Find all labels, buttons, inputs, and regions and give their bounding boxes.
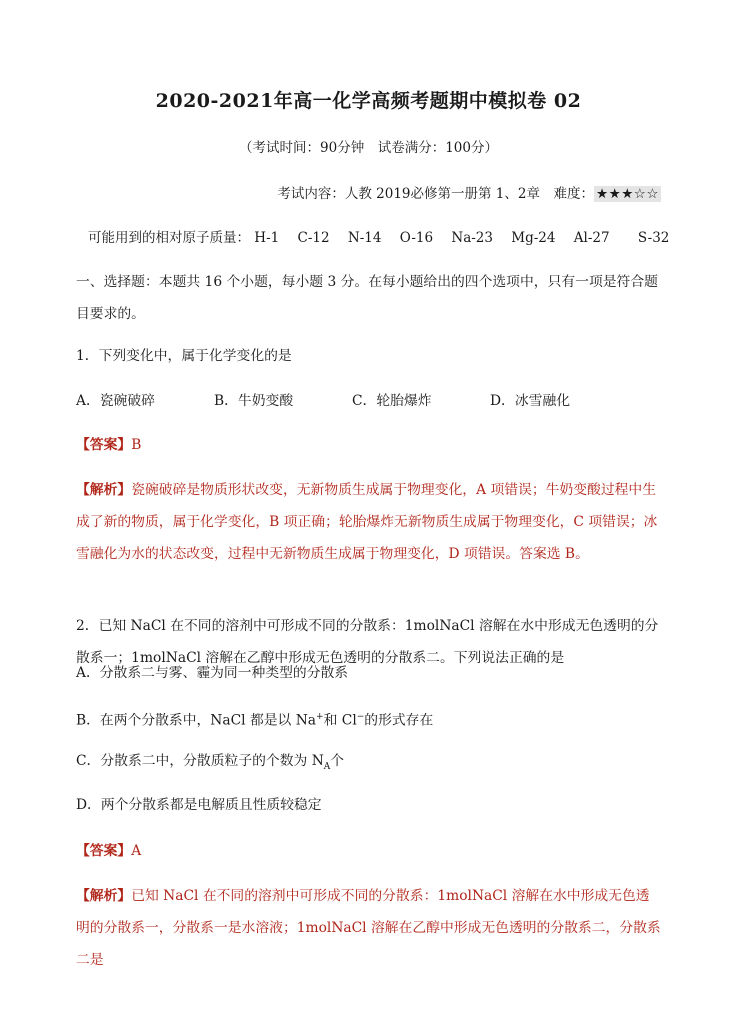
answer-label: 【答案】 [76, 437, 132, 453]
superscript: + [316, 712, 324, 722]
atomic-mass: C-12 [297, 230, 330, 246]
option-c [76, 745, 662, 783]
superscript: − [356, 712, 365, 722]
atomic-mass: Mg-24 [511, 230, 556, 246]
atomic-mass: Na-23 [451, 230, 493, 246]
option-b-text: 的形式存在 [364, 712, 434, 729]
analysis-label: 【解析】 [76, 888, 132, 904]
analysis-text: 瓷碗破碎是物质形状改变，无新物质生成属于物理变化，A 项错误；牛奶变酸过程中生成了新的物质，属于化学变化，B 项正确；轮胎爆炸无新物质生成属于物理变化，C 项错误；冰雪融化为水的状态改变，过程中无新物质生成属于物理变化，D 项错误。答案选 B。 [76, 482, 658, 562]
atomic-mass: Al-27 [573, 230, 610, 246]
option-b: B．牛奶变酸 [214, 393, 294, 409]
exam-title: 2020-2021年高一化学高频考题期中模拟卷 02 [155, 90, 582, 112]
analysis-label: 【解析】 [76, 482, 132, 498]
atomic-mass: S-32 [637, 230, 670, 246]
analysis-text: 已知 NaCl 在不同的溶剂中可形成不同的分散系：1molNaCl 溶解在水中形成无色透明的分散系一，分散系一是水溶液；1molNaCl 溶解在乙醇中形成无色透明的分散系二，分散系二是 [76, 888, 661, 968]
atomic-masses-line [88, 226, 669, 246]
question-1-answer [76, 429, 662, 461]
question-1-analysis [76, 474, 662, 570]
answer-label: 【答案】 [76, 843, 132, 859]
option-b-text: B．在两个分散系中，NaCl 都是以 Na [76, 712, 317, 729]
atomic-mass: H-1 [254, 230, 280, 246]
option-c-text: 个 [330, 753, 345, 769]
question-2-analysis [76, 880, 662, 976]
content-scope: 考试内容：人教 2019必修第一册第 1、2章 难度： [277, 186, 594, 202]
atomic-mass: N-14 [347, 230, 382, 246]
section-heading: 一、选择题：本题共 16 个小题，每小题 3 分。在每小题给出的四个选项中，只有一项是符合题目要求的。 [76, 274, 658, 322]
subscript: A [323, 761, 331, 772]
difficulty-stars: ★★★☆☆ [595, 186, 659, 202]
option-c-text: C．分散系二中，分散质粒子的个数为 N [76, 753, 324, 769]
question-1-stem: 1．下列变化中，属于化学变化的是 [76, 348, 292, 364]
exam-subtitle: （考试时间：90分钟 试卷满分：100分） [239, 140, 498, 156]
option-a: A．分散系二与雾、霾为同一种类型的分散系 [76, 665, 349, 681]
answer-value: B [131, 437, 142, 453]
exam-content-line [277, 182, 661, 202]
question-1-options [76, 385, 662, 417]
question-2-stem: 2．已知 NaCl 在不同的溶剂中可形成不同的分散系：1molNaCl 溶解在水中形成无色透明的分散系一；1molNaCl 溶解在乙醇中形成无色透明的分散系二。下列说法正确的是 [76, 618, 659, 666]
option-d: D．冰雪融化 [490, 393, 571, 409]
option-d: D．两个分散系都是电解质且性质较稳定 [76, 797, 322, 813]
atomic-mass: O-16 [399, 230, 434, 246]
option-c: C．轮胎爆炸 [352, 393, 432, 409]
option-a: A．瓷碗破碎 [76, 393, 155, 409]
answer-value: A [131, 843, 142, 859]
option-b-text: 和 Cl [323, 712, 357, 729]
option-b [76, 701, 662, 737]
question-2-answer [76, 835, 662, 867]
atomic-masses-label: 可能用到的相对原子质量： [88, 230, 250, 246]
